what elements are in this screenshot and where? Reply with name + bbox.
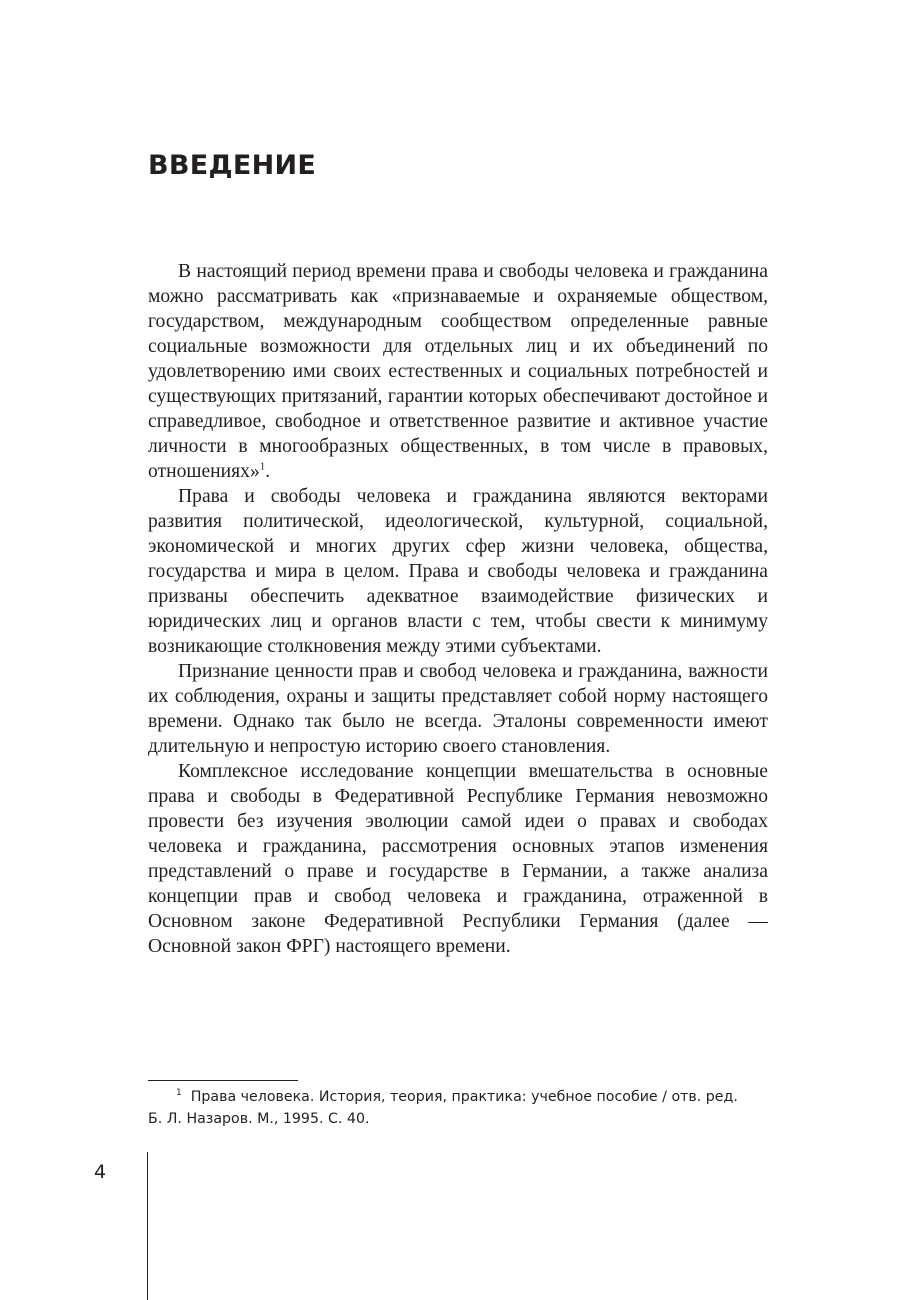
footnote-line: Б. Л. Назаров. М., 1995. С. 40. [148,1111,370,1127]
paragraph-text: В настоящий период времени права и свободы человека и гражданина можно рассматривать как «признаваемые и охраняемые обществом, государством, международным сообществом определенные равные социальные возможности для отдельных лиц и их объединений по удовлетворению ими своих естественных и социальных потребностей и существующих притязаний, гарантии которых обеспечивают достойное и справедливое, свободное и ответственное развитие и активное участие личности в многообразных общественных, в том числе в правовых, отношениях» [148,261,768,482]
margin-rule [147,1152,148,1300]
paragraph: Права и свободы человека и гражданина являются векторами развития политической, идеологической, культурной, социальной, экономической и многих других сфер жизни человека, общества, государства и мира в целом. Права и свободы человека и гражданина призваны обеспечить адекватное взаимодействие физических и юридических лиц и органов власти с тем, чтобы свести к минимуму возникающие столкновения между этими субъектами. [148,486,768,657]
footnote-marker: 1 [176,1088,182,1099]
paragraph [148,259,768,484]
footnote-line [148,1086,768,1108]
paragraph-tail: . [265,461,271,482]
chapter-title: ВВЕДЕНИЕ [148,150,317,181]
footnote-divider [148,1080,298,1081]
paragraph: Комплексное исследование концепции вмешательства в основные права и свободы в Федеративной Республике Германия невозможно провести без изучения эволюции самой идеи о правах и свободах человека и гражданина, рассмотрения основных этапов изменения представлений о праве и государстве в Германии, а также анализа концепции прав и свобод человека и гражданина, отраженной в Основном законе Федеративной Республики Германия (далее — Основной закон ФРГ) настоящего времени. [148,761,768,957]
footnote-reference: 1 [259,460,266,473]
page-number: 4 [94,1161,107,1183]
body-text [148,259,768,959]
footnote [148,1086,768,1130]
paragraph: Признание ценности прав и свобод человека и гражданина, важности их соблюдения, охраны и защиты представляет собой норму настоящего времени. Однако так было не всегда. Эталоны современности имеют длительную и непростую историю своего становления. [148,661,768,757]
footnote-text: Права человека. История, теория, практика: учебное пособие / отв. ред. [190,1089,738,1105]
